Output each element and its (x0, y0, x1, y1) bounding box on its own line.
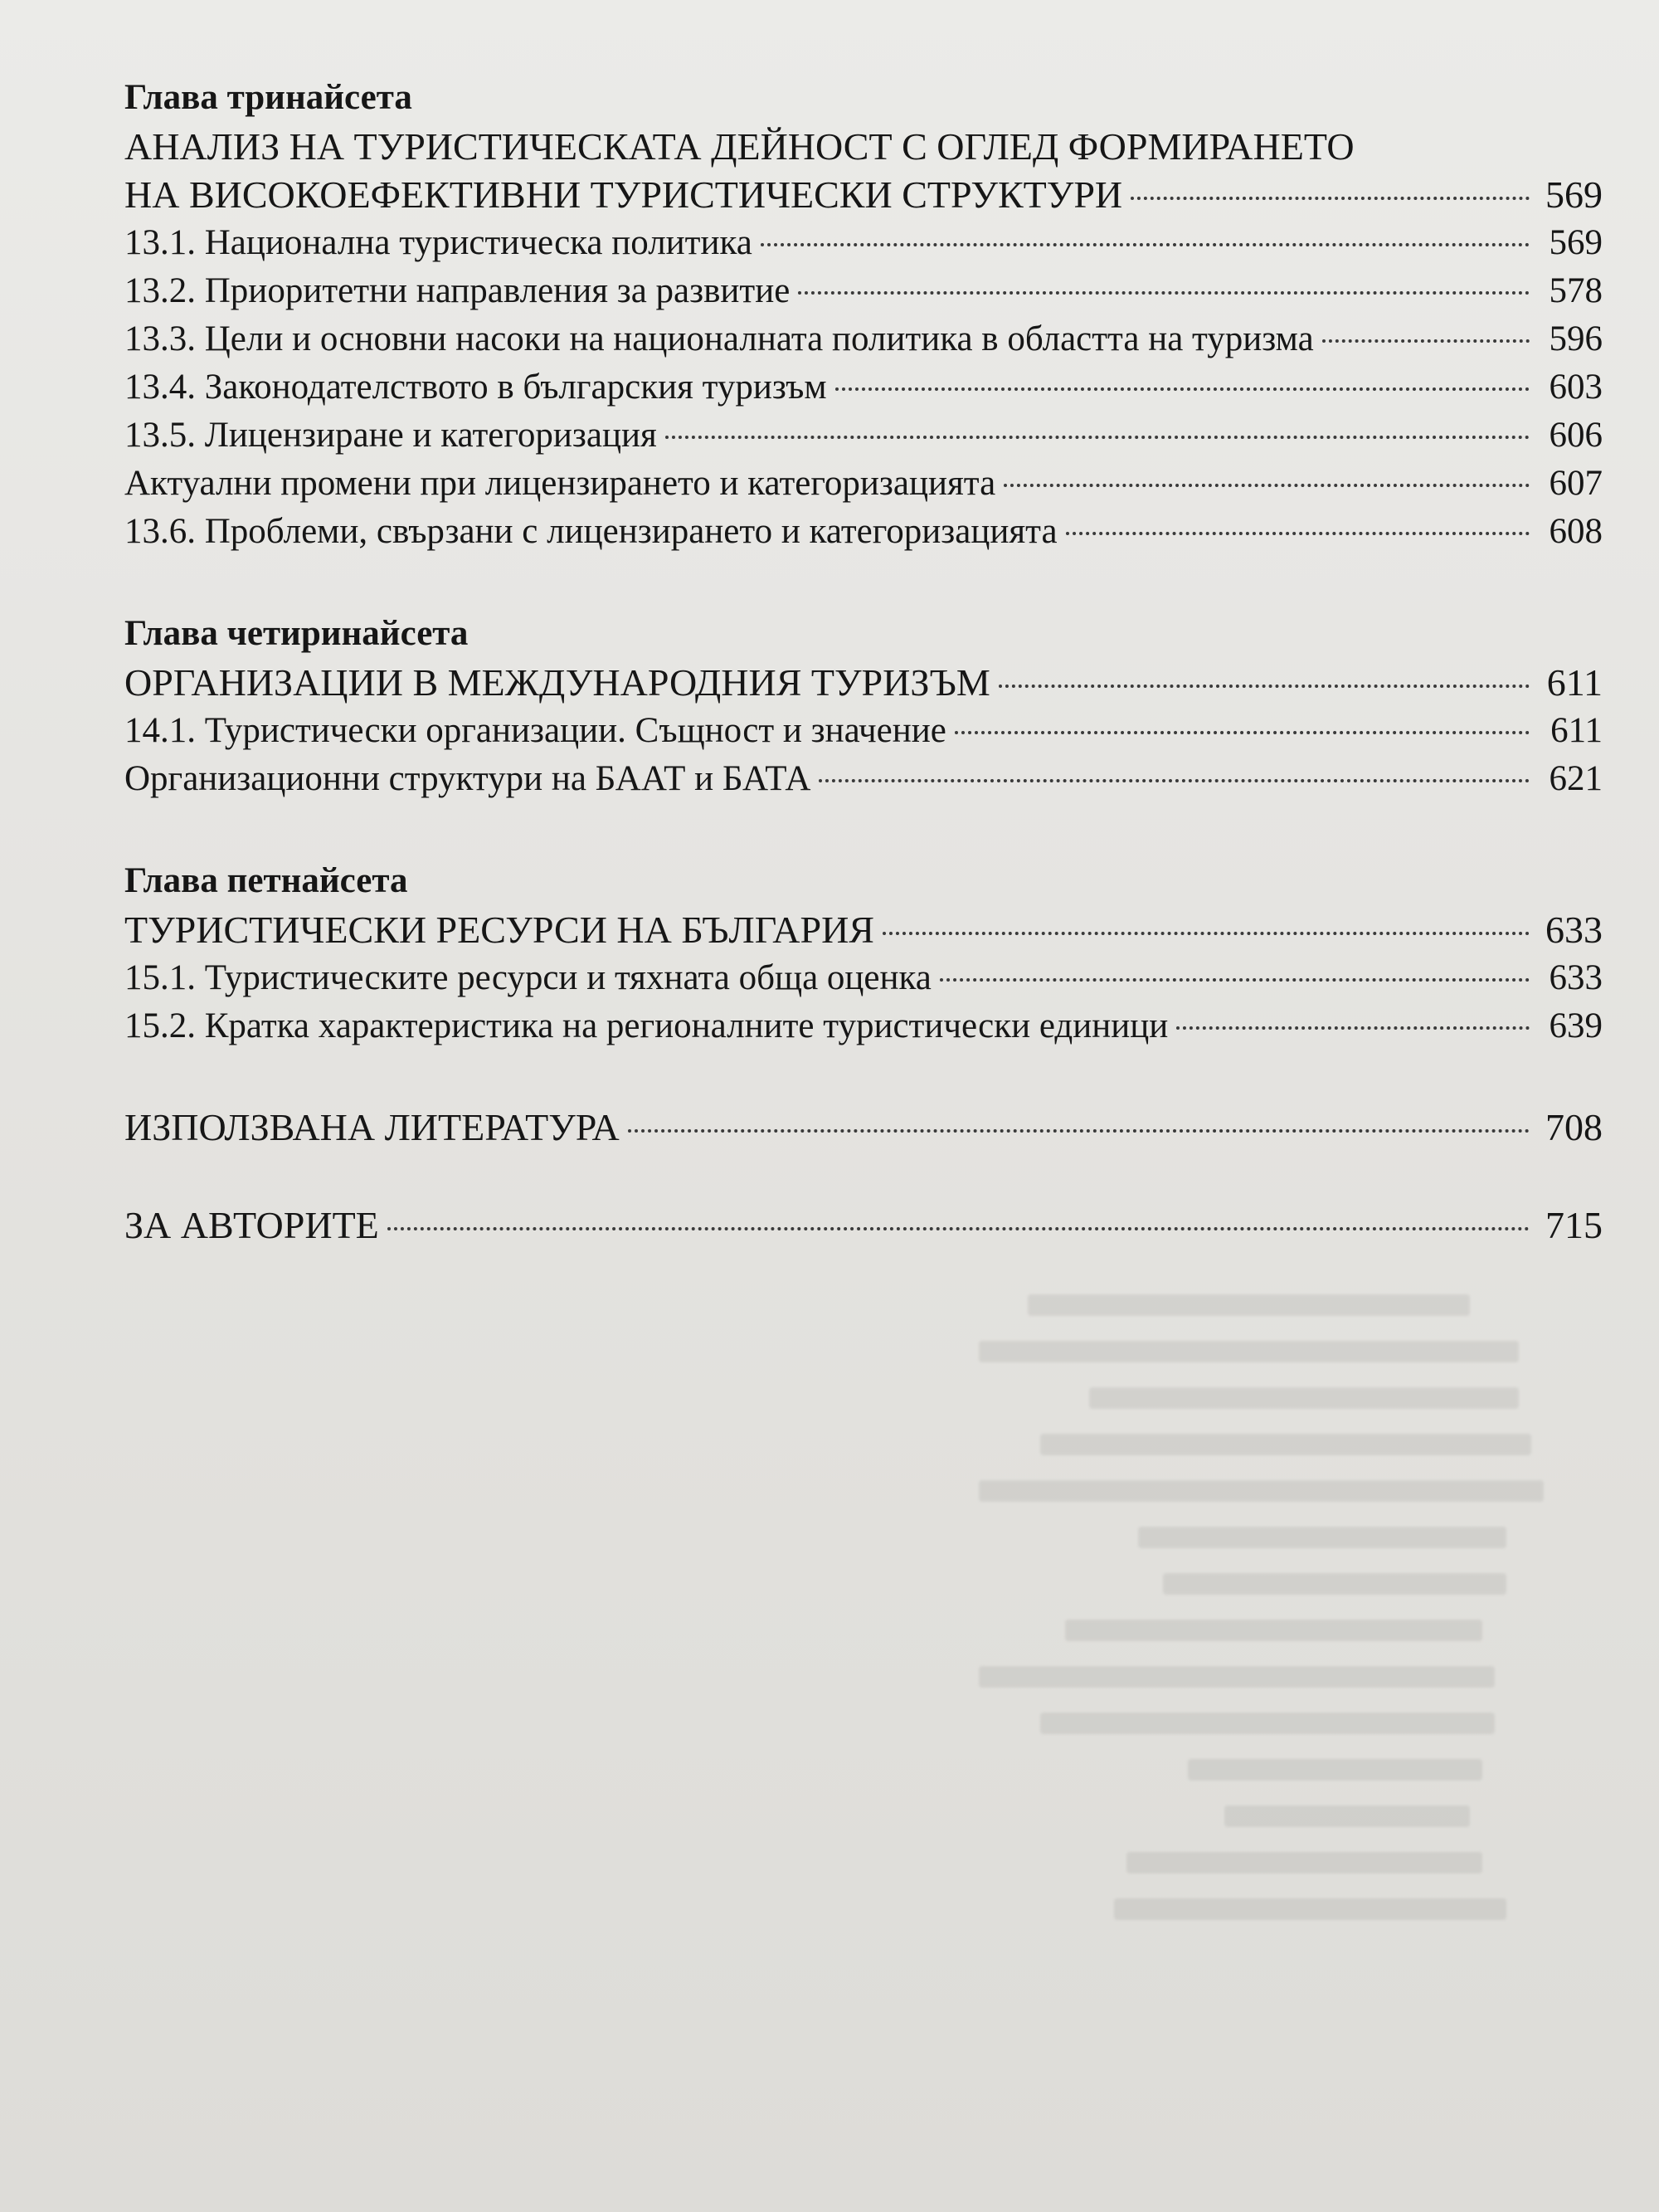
dot-leader (387, 1227, 1530, 1230)
dot-leader (883, 932, 1530, 935)
toc-entry-page: 569 (1549, 223, 1603, 262)
dot-leader (1004, 484, 1530, 487)
bleed-through-shadow (979, 1294, 1593, 2124)
toc-entry-title: ТУРИСТИЧЕСКИ РЕСУРСИ НА БЪЛГАРИЯ (124, 909, 874, 951)
toc-entry-page: 633 (1549, 958, 1603, 997)
chapter-15 (124, 856, 1603, 1050)
toc-entry-title: 15.2. Кратка характеристика на регионалните туристически единици (124, 1006, 1169, 1045)
toc-entry-title: 13.5. Лицензиране и категоризация (124, 416, 657, 455)
toc-entry-title: 13.2. Приоритетни направления за развитие (124, 271, 791, 310)
dot-leader (835, 387, 1530, 391)
dot-leader (1131, 197, 1530, 200)
toc-entry-page: 578 (1549, 271, 1603, 310)
chapter-heading-line: АНАЛИЗ НА ТУРИСТИЧЕСКАТА ДЕЙНОСТ С ОГЛЕД ФОРМИРАНЕТО (124, 125, 1355, 168)
toc-entry-title: ИЗПОЛЗВАНА ЛИТЕРАТУРА (124, 1106, 620, 1148)
toc-entry-title: НА ВИСОКОЕФЕКТИВНИ ТУРИСТИЧЕСКИ СТРУКТУРИ (124, 173, 1123, 216)
toc-entry-title: Актуални промени при лицензирането и категоризацията (124, 464, 996, 503)
dot-leader (999, 685, 1530, 688)
toc-entry[interactable] (124, 707, 1603, 755)
toc-entry-authors[interactable] (124, 1201, 1603, 1250)
toc-entry-references[interactable] (124, 1104, 1603, 1152)
toc-entry[interactable] (124, 460, 1603, 508)
toc-entry-title: 13.6. Проблеми, свързани с лицензирането и категоризацията (124, 512, 1058, 551)
toc-entry-page: 708 (1545, 1106, 1603, 1148)
toc-entry-page: 606 (1549, 416, 1603, 455)
dot-leader (798, 291, 1530, 295)
dot-leader (955, 731, 1530, 734)
chapter-label: Глава четиринайсета (124, 614, 469, 653)
toc-entry-page: 603 (1549, 368, 1603, 407)
toc-entry[interactable] (124, 755, 1603, 803)
dot-leader (665, 436, 1530, 439)
toc-entry-page: 621 (1549, 759, 1603, 798)
authors-section (124, 1201, 1603, 1250)
toc-entry[interactable] (124, 659, 1603, 707)
toc-entry[interactable] (124, 508, 1603, 556)
toc-entry-title: ОРГАНИЗАЦИИ В МЕЖДУНАРОДНИЯ ТУРИЗЪМ (124, 661, 990, 704)
toc-entry-page: 569 (1545, 173, 1603, 216)
dot-leader (819, 779, 1530, 782)
toc-entry-page: 607 (1549, 464, 1603, 503)
toc-entry-page: 633 (1545, 909, 1603, 951)
references-section (124, 1104, 1603, 1152)
toc-entry-page: 639 (1549, 1006, 1603, 1045)
toc-entry[interactable] (124, 906, 1603, 954)
toc-entry-title: 13.3. Цели и основни насоки на националната политика в областта на туризма (124, 319, 1314, 358)
chapter-label: Глава тринайсета (124, 78, 412, 117)
toc-entry[interactable] (124, 363, 1603, 412)
toc-entry-title: 15.1. Туристическите ресурси и тяхната обща оценка (124, 958, 932, 997)
chapter-14 (124, 609, 1603, 803)
toc-entry[interactable] (124, 954, 1603, 1002)
chapter-13 (124, 73, 1603, 556)
dot-leader (628, 1129, 1530, 1133)
dot-leader (940, 978, 1530, 982)
toc-entry-page: 611 (1546, 661, 1603, 704)
dot-leader (1322, 339, 1530, 343)
dot-leader (1176, 1026, 1530, 1030)
chapter-label: Глава петнайсета (124, 861, 408, 900)
toc-entry[interactable] (124, 267, 1603, 315)
toc-entry-title: 14.1. Туристически организации. Същност и значение (124, 711, 946, 750)
toc-entry-page: 611 (1550, 711, 1603, 750)
toc-entry[interactable] (124, 412, 1603, 460)
toc-entry-page: 608 (1549, 512, 1603, 551)
toc-entry-title: 13.1. Национална туристическа политика (124, 223, 752, 262)
toc-entry[interactable] (124, 171, 1603, 219)
table-of-contents (124, 73, 1603, 1299)
toc-entry-page: 715 (1545, 1204, 1603, 1246)
toc-entry-title: Организационни структури на БААТ и БАТА (124, 759, 811, 798)
toc-entry[interactable] (124, 1002, 1603, 1050)
dot-leader (761, 243, 1530, 246)
dot-leader (1066, 532, 1530, 535)
toc-entry-title: ЗА АВТОРИТЕ (124, 1204, 379, 1246)
toc-entry-title: 13.4. Законодателството в българския туризъм (124, 368, 827, 407)
toc-entry[interactable] (124, 315, 1603, 363)
toc-entry[interactable] (124, 219, 1603, 267)
toc-entry-page: 596 (1549, 319, 1603, 358)
